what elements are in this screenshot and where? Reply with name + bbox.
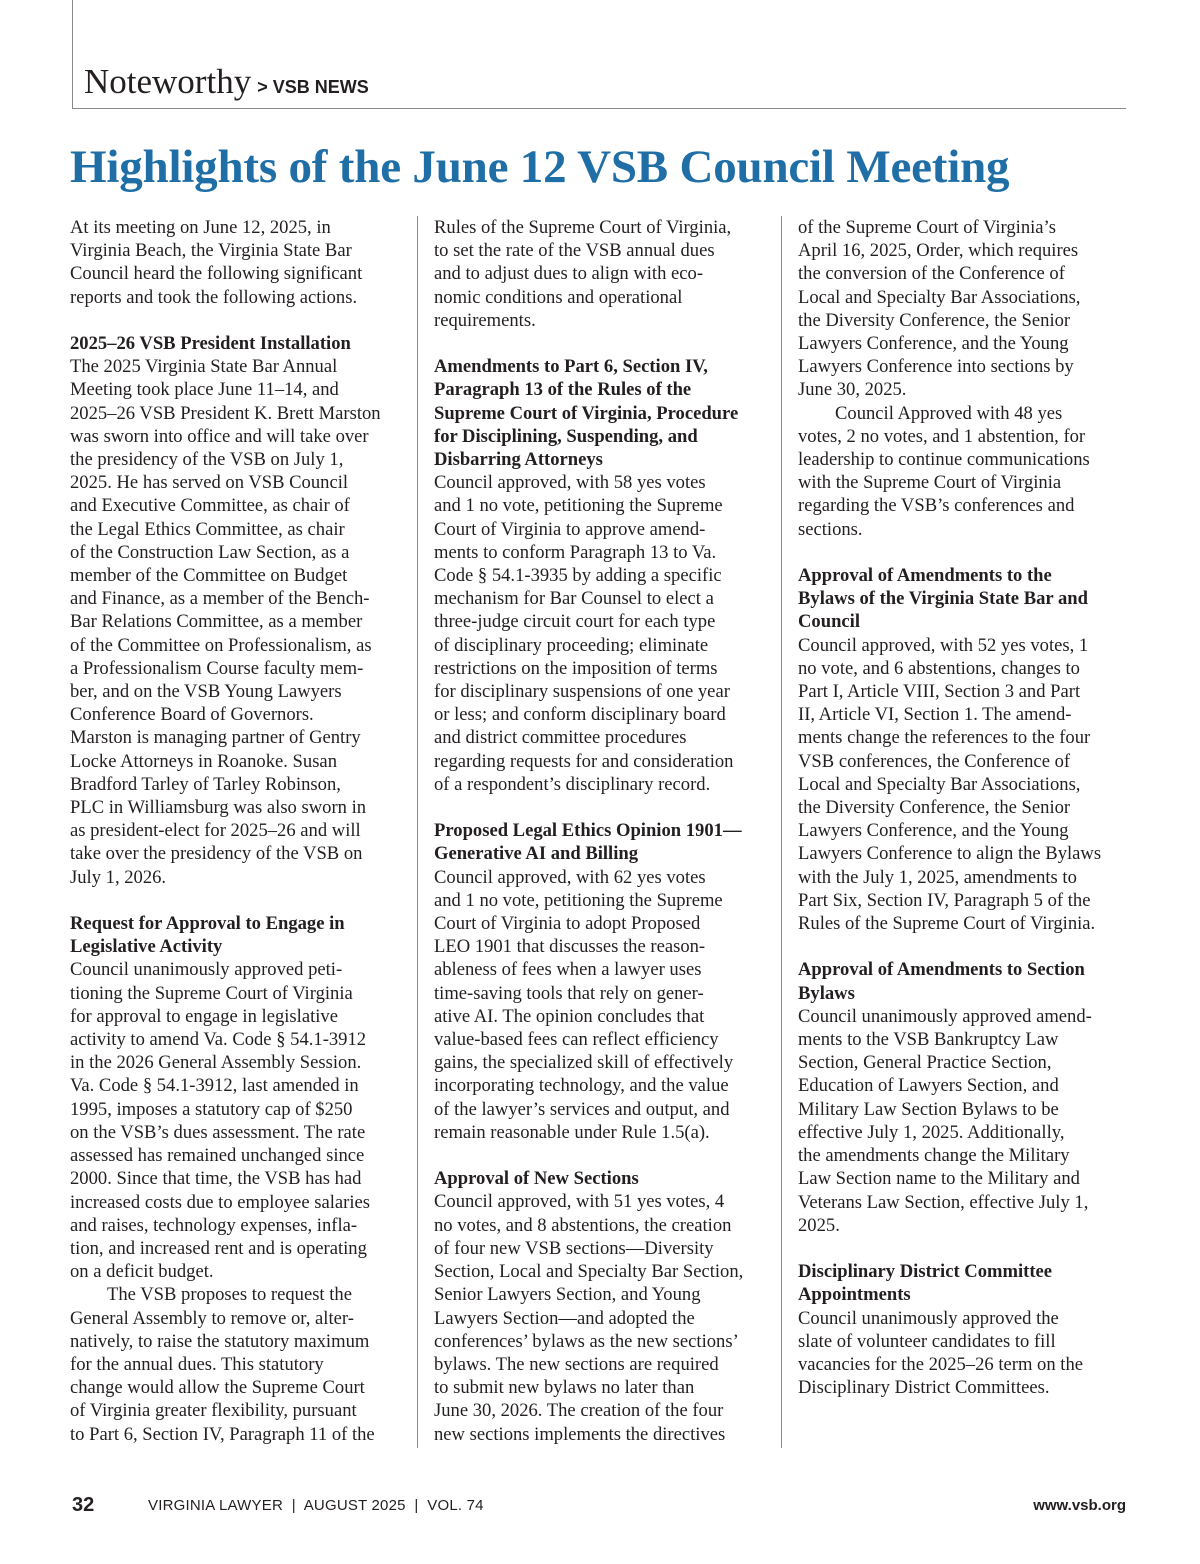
section-heading-line: Proposed Legal Ethics Opinion 1901—: [434, 820, 742, 842]
body-text-line: Senior Lawyers Section, and Young: [434, 1284, 701, 1306]
section-heading-line: Supreme Court of Virginia, Procedure: [434, 402, 739, 424]
section-heading-line: Request for Approval to Engage in: [70, 913, 345, 935]
body-text-line: slate of volunteer candidates to fill: [798, 1330, 1056, 1352]
section-heading-line: Council: [798, 611, 860, 633]
body-text-line: and to adjust dues to align with eco-: [434, 263, 704, 285]
body-text-line: Education of Lawyers Section, and: [798, 1075, 1059, 1097]
body-text-line: ments to the VSB Bankruptcy Law: [798, 1029, 1059, 1051]
body-text-line: with the July 1, 2025, amendments to: [798, 866, 1077, 888]
body-text-line: of Virginia greater flexibility, pursuant: [70, 1400, 357, 1422]
page-number: 32: [72, 1494, 95, 1516]
body-text-line: Military Law Section Bylaws to be: [798, 1098, 1059, 1120]
body-text-line: Va. Code § 54.1-3912, last amended in: [70, 1075, 359, 1097]
body-text-line: as president-elect for 2025–26 and will: [70, 820, 361, 842]
body-text-line: Law Section name to the Military and: [798, 1168, 1080, 1190]
body-text-line: of the Supreme Court of Virginia’s: [798, 217, 1056, 238]
body-text-line: in the 2026 General Assembly Session.: [70, 1052, 362, 1074]
body-text-line: change would allow the Supreme Court: [70, 1377, 365, 1399]
body-text-line: 2025–26 VSB President K. Brett Marston: [70, 402, 381, 424]
body-text-line: Local and Specialty Bar Associations,: [798, 773, 1081, 795]
page-footer: [72, 1494, 1126, 1518]
body-text-line: Court of Virginia to approve amend-: [434, 518, 706, 540]
body-text-line: bylaws. The new sections are required: [434, 1353, 719, 1375]
body-text-line: June 30, 2025.: [798, 379, 907, 401]
body-text-line: conferences’ bylaws as the new sections’: [434, 1330, 739, 1352]
body-text-line: Council approved, with 58 yes votes: [434, 472, 706, 494]
body-text-line: of the lawyer’s services and output, and: [434, 1098, 730, 1120]
body-text-line: gains, the specialized skill of effectively: [434, 1052, 734, 1074]
body-text-line: Council unanimously approved the: [798, 1307, 1059, 1329]
website-link[interactable]: www.vsb.org: [1033, 1497, 1126, 1514]
body-text-line: June 30, 2026. The creation of the four: [434, 1400, 724, 1422]
body-text-line: for disciplinary suspensions of one year: [434, 681, 730, 703]
body-text-line: and 1 no vote, petitioning the Supreme: [434, 889, 723, 911]
body-text-line: Lawyers Conference, and the Young: [798, 820, 1069, 842]
body-text-line: and Executive Committee, as chair of: [70, 495, 350, 517]
paragraph-gap: [434, 796, 779, 819]
header-rule-vertical: [72, 0, 73, 108]
body-text-line: Council heard the following significant: [70, 263, 363, 285]
section-subsection: > VSB NEWS: [257, 77, 369, 97]
body-text-line: incorporating technology, and the value: [434, 1075, 729, 1097]
body-text-line: to set the rate of the VSB annual dues: [434, 240, 715, 262]
body-text-line: April 16, 2025, Order, which requires: [798, 240, 1079, 262]
section-heading-line: Approval of Amendments to Section: [798, 959, 1085, 981]
body-text-line: Rules of the Supreme Court of Virginia.: [798, 913, 1096, 935]
body-text-line: no vote, and 6 abstentions, changes to: [798, 657, 1080, 679]
body-text-line: nomic conditions and operational: [434, 286, 683, 308]
article-title: Highlights of the June 12 VSB Council Meeting: [70, 141, 1010, 193]
body-text-line: with the Supreme Court of Virginia: [798, 472, 1062, 494]
body-text-line: leadership to continue communications: [798, 449, 1090, 471]
body-text-line: Veterans Law Section, effective July 1,: [798, 1191, 1089, 1213]
body-text-line: Lawyers Conference into sections by: [798, 356, 1074, 378]
section-header: [84, 62, 369, 102]
body-text-line: 2025.: [798, 1214, 840, 1236]
body-text-line: Rules of the Supreme Court of Virginia,: [434, 217, 732, 238]
section-heading-line: Approval of New Sections: [434, 1168, 639, 1190]
body-text-line: tioning the Supreme Court of Virginia: [70, 982, 353, 1004]
body-text-line: assessed has remained unchanged since: [70, 1145, 365, 1167]
article-column-3: [798, 216, 1143, 1399]
body-text-line: Bradford Tarley of Tarley Robinson,: [70, 773, 341, 795]
body-text-line: mechanism for Bar Counsel to elect a: [434, 588, 714, 610]
article-column-1: [70, 216, 415, 1446]
body-text-line: the Diversity Conference, the Senior: [798, 797, 1071, 819]
body-text-line: was sworn into office and will take over: [70, 425, 369, 447]
section-name: Noteworthy: [84, 62, 252, 101]
body-text-line: increased costs due to employee salaries: [70, 1191, 370, 1213]
body-text-line: 1995, imposes a statutory cap of $250: [70, 1098, 353, 1120]
section-heading-line: Disbarring Attorneys: [434, 449, 603, 471]
section-heading-line: Paragraph 13 of the Rules of the: [434, 379, 692, 401]
body-text-line: Virginia Beach, the Virginia State Bar: [70, 240, 352, 262]
body-text-line: time-saving tools that rely on gener-: [434, 982, 704, 1004]
body-text-line: remain reasonable under Rule 1.5(a).: [434, 1121, 710, 1143]
body-text-line: regarding requests for and consideration: [434, 750, 734, 772]
paragraph-gap: [798, 541, 1143, 564]
body-text-line: for approval to engage in legislative: [70, 1005, 338, 1027]
body-text-line: Council Approved with 48 yes: [835, 402, 1063, 424]
body-text-line: VSB conferences, the Conference of: [798, 750, 1071, 772]
body-text-line: member of the Committee on Budget: [70, 565, 348, 587]
body-text-line: The VSB proposes to request the: [107, 1284, 352, 1306]
body-text-line: 2000. Since that time, the VSB has had: [70, 1168, 362, 1190]
body-text-line: Conference Board of Governors.: [70, 704, 314, 726]
body-text-line: and 1 no vote, petitioning the Supreme: [434, 495, 723, 517]
body-text-line: the Diversity Conference, the Senior: [798, 309, 1071, 331]
body-text-line: Lawyers Conference, and the Young: [798, 333, 1069, 355]
body-text-line: natively, to raise the statutory maximum: [70, 1330, 370, 1352]
body-text-line: on a deficit budget.: [70, 1261, 214, 1283]
body-text-line: Meeting took place June 11–14, and: [70, 379, 339, 401]
body-text-line: Local and Specialty Bar Associations,: [798, 286, 1081, 308]
body-text-line: ments to conform Paragraph 13 to Va.: [434, 541, 717, 563]
section-heading-line: Approval of Amendments to the: [798, 565, 1052, 587]
body-text-line: take over the presidency of the VSB on: [70, 843, 363, 865]
section-heading-line: Generative AI and Billing: [434, 843, 639, 865]
body-text-line: Disciplinary District Committees.: [798, 1377, 1050, 1399]
section-heading-line: Bylaws: [798, 982, 855, 1004]
paragraph-gap: [434, 332, 779, 355]
body-text-line: the amendments change the Military: [798, 1145, 1070, 1167]
column-divider-2: [781, 216, 782, 1448]
section-heading-line: Disciplinary District Committee: [798, 1261, 1053, 1283]
body-text-line: requirements.: [434, 309, 536, 331]
body-text-line: July 1, 2026.: [70, 866, 167, 888]
section-heading-line: for Disciplining, Suspending, and: [434, 425, 698, 447]
body-text-line: reports and took the following actions.: [70, 286, 358, 308]
body-text-line: Council unanimously approved amend-: [798, 1005, 1092, 1027]
body-text-line: At its meeting on June 12, 2025, in: [70, 217, 331, 238]
body-text-line: or less; and conform disciplinary board: [434, 704, 726, 726]
paragraph-gap: [798, 935, 1143, 958]
paragraph-gap: [798, 1237, 1143, 1260]
body-text-line: PLC in Williamsburg was also sworn in: [70, 797, 367, 819]
body-text-line: 2025. He has served on VSB Council: [70, 472, 349, 494]
body-text-line: vacancies for the 2025–26 term on the: [798, 1353, 1084, 1375]
body-text-line: Part Six, Section IV, Paragraph 5 of the: [798, 889, 1091, 911]
body-text-line: Council approved, with 62 yes votes: [434, 866, 706, 888]
paragraph-gap: [70, 309, 415, 332]
column-divider-1: [417, 216, 418, 1448]
body-text-line: of four new VSB sections—Diversity: [434, 1237, 714, 1259]
header-rule-horizontal: [72, 108, 1126, 109]
section-heading-line: 2025–26 VSB President Installation: [70, 333, 351, 354]
body-text-line: effective July 1, 2025. Additionally,: [798, 1121, 1065, 1143]
body-text-line: new sections implements the directives: [434, 1423, 726, 1445]
section-heading-line: Amendments to Part 6, Section IV,: [434, 356, 708, 378]
paragraph-gap: [70, 889, 415, 912]
body-text-line: votes, 2 no votes, and 1 abstention, for: [798, 425, 1086, 447]
body-text-line: and Finance, as a member of the Bench-: [70, 588, 370, 610]
body-text-line: Section, Local and Specialty Bar Section,: [434, 1261, 744, 1283]
body-text-line: Lawyers Section—and adopted the: [434, 1307, 695, 1329]
body-text-line: of a respondent’s disciplinary record.: [434, 773, 711, 795]
publication-info: VIRGINIA LAWYER | AUGUST 2025 | VOL. 74: [148, 1497, 484, 1514]
body-text-line: three-judge circuit court for each type: [434, 611, 716, 633]
paragraph-gap: [434, 1144, 779, 1167]
body-text-line: ative AI. The opinion concludes that: [434, 1005, 705, 1027]
body-text-line: ments change the references to the four: [798, 727, 1091, 749]
section-heading-line: Legislative Activity: [70, 936, 223, 958]
section-heading-line: Bylaws of the Virginia State Bar and: [798, 588, 1088, 610]
body-text-line: II, Article VI, Section 1. The amend-: [798, 704, 1072, 726]
body-text-line: Council approved, with 51 yes votes, 4: [434, 1191, 725, 1213]
body-text-line: Section, General Practice Section,: [798, 1052, 1052, 1074]
body-text-line: regarding the VSB’s conferences and: [798, 495, 1075, 517]
body-text-line: and district committee procedures: [434, 727, 687, 749]
body-text-line: to submit new bylaws no later than: [434, 1377, 695, 1399]
body-text-line: the presidency of the VSB on July 1,: [70, 449, 344, 471]
body-text-line: LEO 1901 that discusses the reason-: [434, 936, 706, 958]
body-text-line: restrictions on the imposition of terms: [434, 657, 718, 679]
body-text-line: the Legal Ethics Committee, as chair: [70, 518, 345, 540]
body-text-line: for the annual dues. This statutory: [70, 1353, 324, 1375]
body-text-line: General Assembly to remove or, alter-: [70, 1307, 354, 1329]
body-text-line: Marston is managing partner of Gentry: [70, 727, 361, 749]
body-text-line: and raises, technology expenses, infla-: [70, 1214, 358, 1236]
body-text-line: Bar Relations Committee, as a member: [70, 611, 363, 633]
body-text-line: Council unanimously approved peti-: [70, 959, 343, 981]
body-text-line: Lawyers Conference to align the Bylaws: [798, 843, 1102, 865]
body-text-line: sections.: [798, 518, 863, 540]
body-text-line: value-based fees can reflect efficiency: [434, 1029, 719, 1051]
section-heading-line: Appointments: [798, 1284, 911, 1306]
body-text-line: ableness of fees when a lawyer uses: [434, 959, 702, 981]
body-text-line: Court of Virginia to adopt Proposed: [434, 913, 701, 935]
body-text-line: the conversion of the Conference of: [798, 263, 1065, 285]
body-text-line: of disciplinary proceeding; eliminate: [434, 634, 709, 656]
body-text-line: tion, and increased rent and is operating: [70, 1237, 367, 1259]
body-text-line: The 2025 Virginia State Bar Annual: [70, 356, 338, 378]
body-text-line: Code § 54.1-3935 by adding a specific: [434, 565, 722, 587]
body-text-line: Council approved, with 52 yes votes, 1: [798, 634, 1089, 656]
body-text-line: activity to amend Va. Code § 54.1-3912: [70, 1029, 367, 1051]
body-text-line: Locke Attorneys in Roanoke. Susan: [70, 750, 337, 772]
body-text-line: ber, and on the VSB Young Lawyers: [70, 681, 342, 703]
body-text-line: to Part 6, Section IV, Paragraph 11 of the: [70, 1423, 375, 1445]
body-text-line: on the VSB’s dues assessment. The rate: [70, 1121, 366, 1143]
body-text-line: no votes, and 8 abstentions, the creation: [434, 1214, 732, 1236]
body-text-line: of the Construction Law Section, as a: [70, 541, 350, 563]
body-text-line: of the Committee on Professionalism, as: [70, 634, 372, 656]
article-column-2: [434, 216, 779, 1446]
body-text-line: Part I, Article VIII, Section 3 and Part: [798, 681, 1081, 703]
body-text-line: a Professionalism Course faculty mem-: [70, 657, 364, 679]
